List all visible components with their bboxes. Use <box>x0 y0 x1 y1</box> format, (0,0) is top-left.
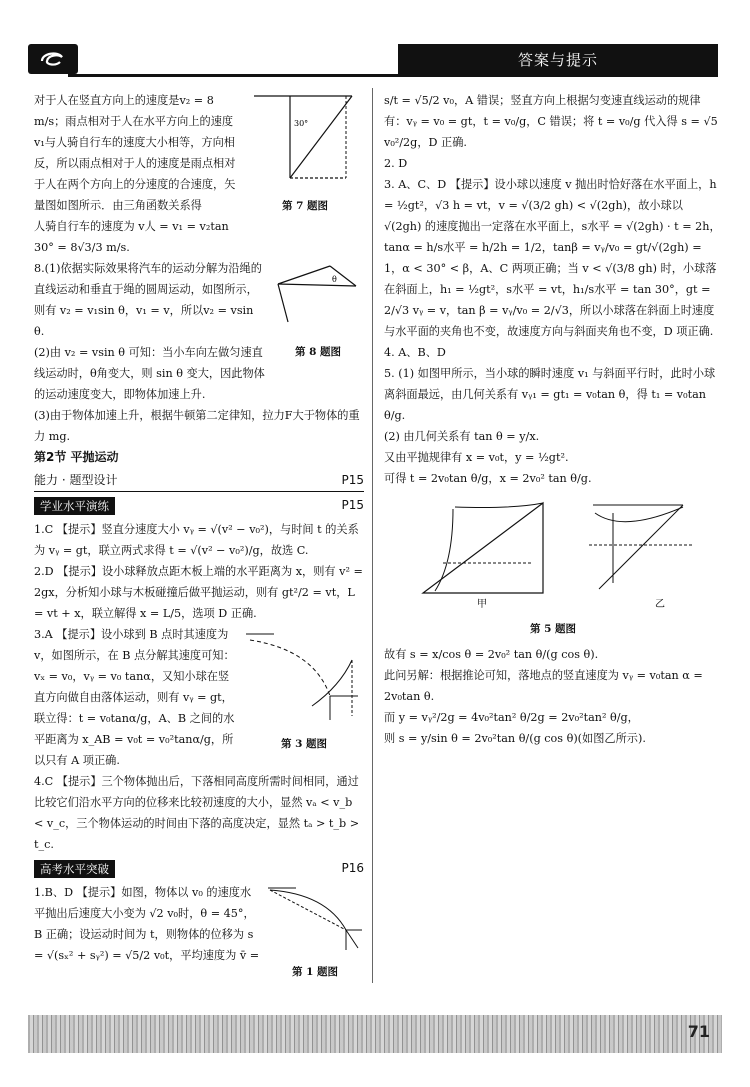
subsection-tag: 学业水平演练 <box>34 497 115 515</box>
paragraph: s/t = √5/2 v₀，A 错误；竖直方向上根据匀变速直线运动的规律有：vᵧ = v₀ = gt，t = v₀/g，C 错误；将 t = v₀/g 代入得 s = √5 v₀²/2g，D 正确. <box>384 94 718 149</box>
paragraph: (2) 由几何关系有 tan θ = y/x. <box>384 430 540 443</box>
figure-5-jia <box>423 503 543 610</box>
paragraph: 2.D 【提示】设小球释放点距木板上端的水平距离为 x，则有 v² = 2gx，分析知小球与木板碰撞后做平抛运动，则有 gt²/2 = vt，L = vt + x，联立解得 x = L/5，选项 D 正确. <box>34 565 363 620</box>
paragraph: 5. (1) 如图甲所示，当小球的瞬时速度 v₁ 与斜面平行时，此时小球离斜面最远，由几何关系有 vᵧ₁ = gt₁ = v₀tan θ，得 t₁ = v₀tan θ/g. <box>384 367 716 422</box>
figure-3-caption: 第 3 题图 <box>280 738 328 750</box>
paragraph: 人骑自行车的速度为 v人 = v₁ = v₂tan 30° = 8√3/3 m/s. <box>34 220 229 254</box>
subsection-tag: 高考水平突破 <box>34 860 115 878</box>
figure-1-caption: 第 1 题图 <box>291 966 339 978</box>
section-title: 第2节 平抛运动 <box>34 450 119 464</box>
figure-8 <box>272 260 364 363</box>
bar-page: P15 <box>341 473 364 487</box>
paragraph: 则 s = y/sin θ = 2v₀²tan θ/(g cos θ)(如图乙所示). <box>384 732 646 745</box>
figure-7-diagram <box>246 92 364 188</box>
subsection-page: P15 <box>341 498 364 512</box>
figure-3 <box>244 626 364 755</box>
column-divider <box>372 88 373 983</box>
figure-1 <box>266 884 364 983</box>
paragraph: 4.C 【提示】三个物体抛出后，下落相同高度所需时间相同，通过比较它们沿水平方向的位移来比较初速度的大小，显然 vₐ < v_b < v_c，三个物体运动的时间由下落的高度决定，显然 tₐ > t_b > t_c. <box>34 775 360 851</box>
subsection-page: P16 <box>341 861 364 875</box>
paragraph: 8.(1)依据实际效果将汽车的运动分解为沿绳的直线运动和垂直于绳的圆周运动，如图所示，则有 v₂ = v₁sin θ，v₁ = v，所以v₂ = vsin θ. <box>34 262 262 338</box>
figure-7 <box>246 92 364 217</box>
figure-8-diagram <box>272 260 364 334</box>
header-title: 答案与提示 <box>398 44 718 74</box>
figure-5-label-jia: 甲 <box>477 599 487 610</box>
svg-text:θ: θ <box>332 275 337 284</box>
paragraph: 又由平抛规律有 x = v₀t，y = ½gt². <box>384 451 569 464</box>
section-bar <box>34 470 364 492</box>
subsection-header <box>34 495 364 516</box>
paragraph: 1.B、D 【提示】如图，物体以 v₀ 的速度水平抛出后速度大小变为 √2 v₀时，θ = 45°，B 正确；设运动时间为 t，则物体的位移为 s = √(sₓ² + sᵧ²) = √5/2 v₀t，平均速度为 v̄ = <box>34 886 260 962</box>
figure-5-yi <box>589 505 693 610</box>
right-column <box>384 90 722 749</box>
paragraph: 对于人在竖直方向上的速度是v₂ = 8 m/s；雨点相对于人在水平方向上的速度v₁与人骑自行车的速度大小相等，方向相反，所以雨点相对于人的速度是雨点相对于人在两个方向上的分速度的合速度，矢量图如图所示．由三角函数关系得 <box>34 94 236 212</box>
paragraph: 1.C 【提示】竖直分速度大小 vᵧ = √(v² − v₀²)，与时间 t 的关系为 vᵧ = gt，联立两式求得 t = √(v² − v₀²)/g，故选 C. <box>34 523 359 557</box>
footer-band <box>28 1015 722 1053</box>
subsection-header <box>34 858 364 879</box>
figure-5-label-yi: 乙 <box>655 599 665 610</box>
paragraph: 故有 s = x/cos θ = 2v₀² tan θ/(g cos θ). <box>384 648 599 661</box>
paragraph: 而 y = vᵧ²/2g = 4v₀²tan² θ/2g = 2v₀²tan² θ/g， <box>384 711 639 724</box>
figure-5-diagram <box>393 493 713 611</box>
logo <box>28 44 78 74</box>
left-column <box>34 90 364 985</box>
figure-8-caption: 第 8 题图 <box>294 346 342 358</box>
figure-5-caption: 第 5 题图 <box>529 623 577 635</box>
figure-1-diagram <box>266 884 364 954</box>
paragraph: 3. A、C、D 【提示】设小球以速度 v 抛出时恰好落在水平面上，h = ½gt²，√3 h = vt，v = √(3/2 gh) < √(2gh)，故小球以 √(2gh) 的速度抛出一定落在水平面上，s水平 = √(2gh) · t = 2h，tanα = h/s水平 = h/2h = 1/2，tanβ = vᵧ/v₀ = gt/√(2gh) = 1，α < 30° < β，A、C 两项正确；当 v < √(3/8 gh) 时，小球落在斜面上，h₁ = ½gt²，s水平 = vt，h₁/s水平 = tan 30°，gt = 2/√3 vᵧ = v，tan β = vᵧ/v₀ = 2/√3，所以小球落在斜面上时速度与水平面的夹角也不变，故速度方向与斜面夹角也不变，D 项正确. <box>384 178 721 338</box>
paragraph: 3.A 【提示】设小球到 B 点时其速度为 v，如图所示，在 B 点分解其速度可知：vₓ = v₀，vᵧ = v₀ tanα，又知小球在竖直方向做自由落体运动，则有 vᵧ = gt，联立得：t = v₀tanα/g，A、B 之间的水平距离为 x_AB = v₀t = v₀²tanα/g，所以只有 A 项正确. <box>34 628 235 767</box>
paragraph: (3)由于物体加速上升，根据牛顿第二定律知，拉力F大于物体的重力 mg. <box>34 409 360 443</box>
paragraph: 2. D <box>384 157 408 170</box>
paragraph: 可得 t = 2v₀tan θ/g，x = 2v₀² tan θ/g. <box>384 472 592 485</box>
page-number: 71 <box>687 1022 710 1041</box>
page-header <box>28 44 718 78</box>
paragraph: 此问另解：根据推论可知，落地点的竖直速度为 vᵧ = v₀tan α = 2v₀tan θ. <box>384 669 703 703</box>
paragraph: (2)由 v₂ = vsin θ 可知：当小车向左做匀速直线运动时，θ角变大，则 sin θ 变大，因此物体的运动速度变大，即物体加速上升. <box>34 346 265 401</box>
figure-3-diagram <box>244 626 364 726</box>
svg-text:30°: 30° <box>294 119 309 128</box>
swirl-logo-icon <box>38 49 68 69</box>
figure-7-caption: 第 7 题图 <box>281 200 329 212</box>
header-rule <box>68 74 718 77</box>
figure-5 <box>384 493 722 640</box>
paragraph: 4. A、B、D <box>384 346 446 359</box>
bar-label: 能力 · 题型设计 <box>34 473 118 487</box>
